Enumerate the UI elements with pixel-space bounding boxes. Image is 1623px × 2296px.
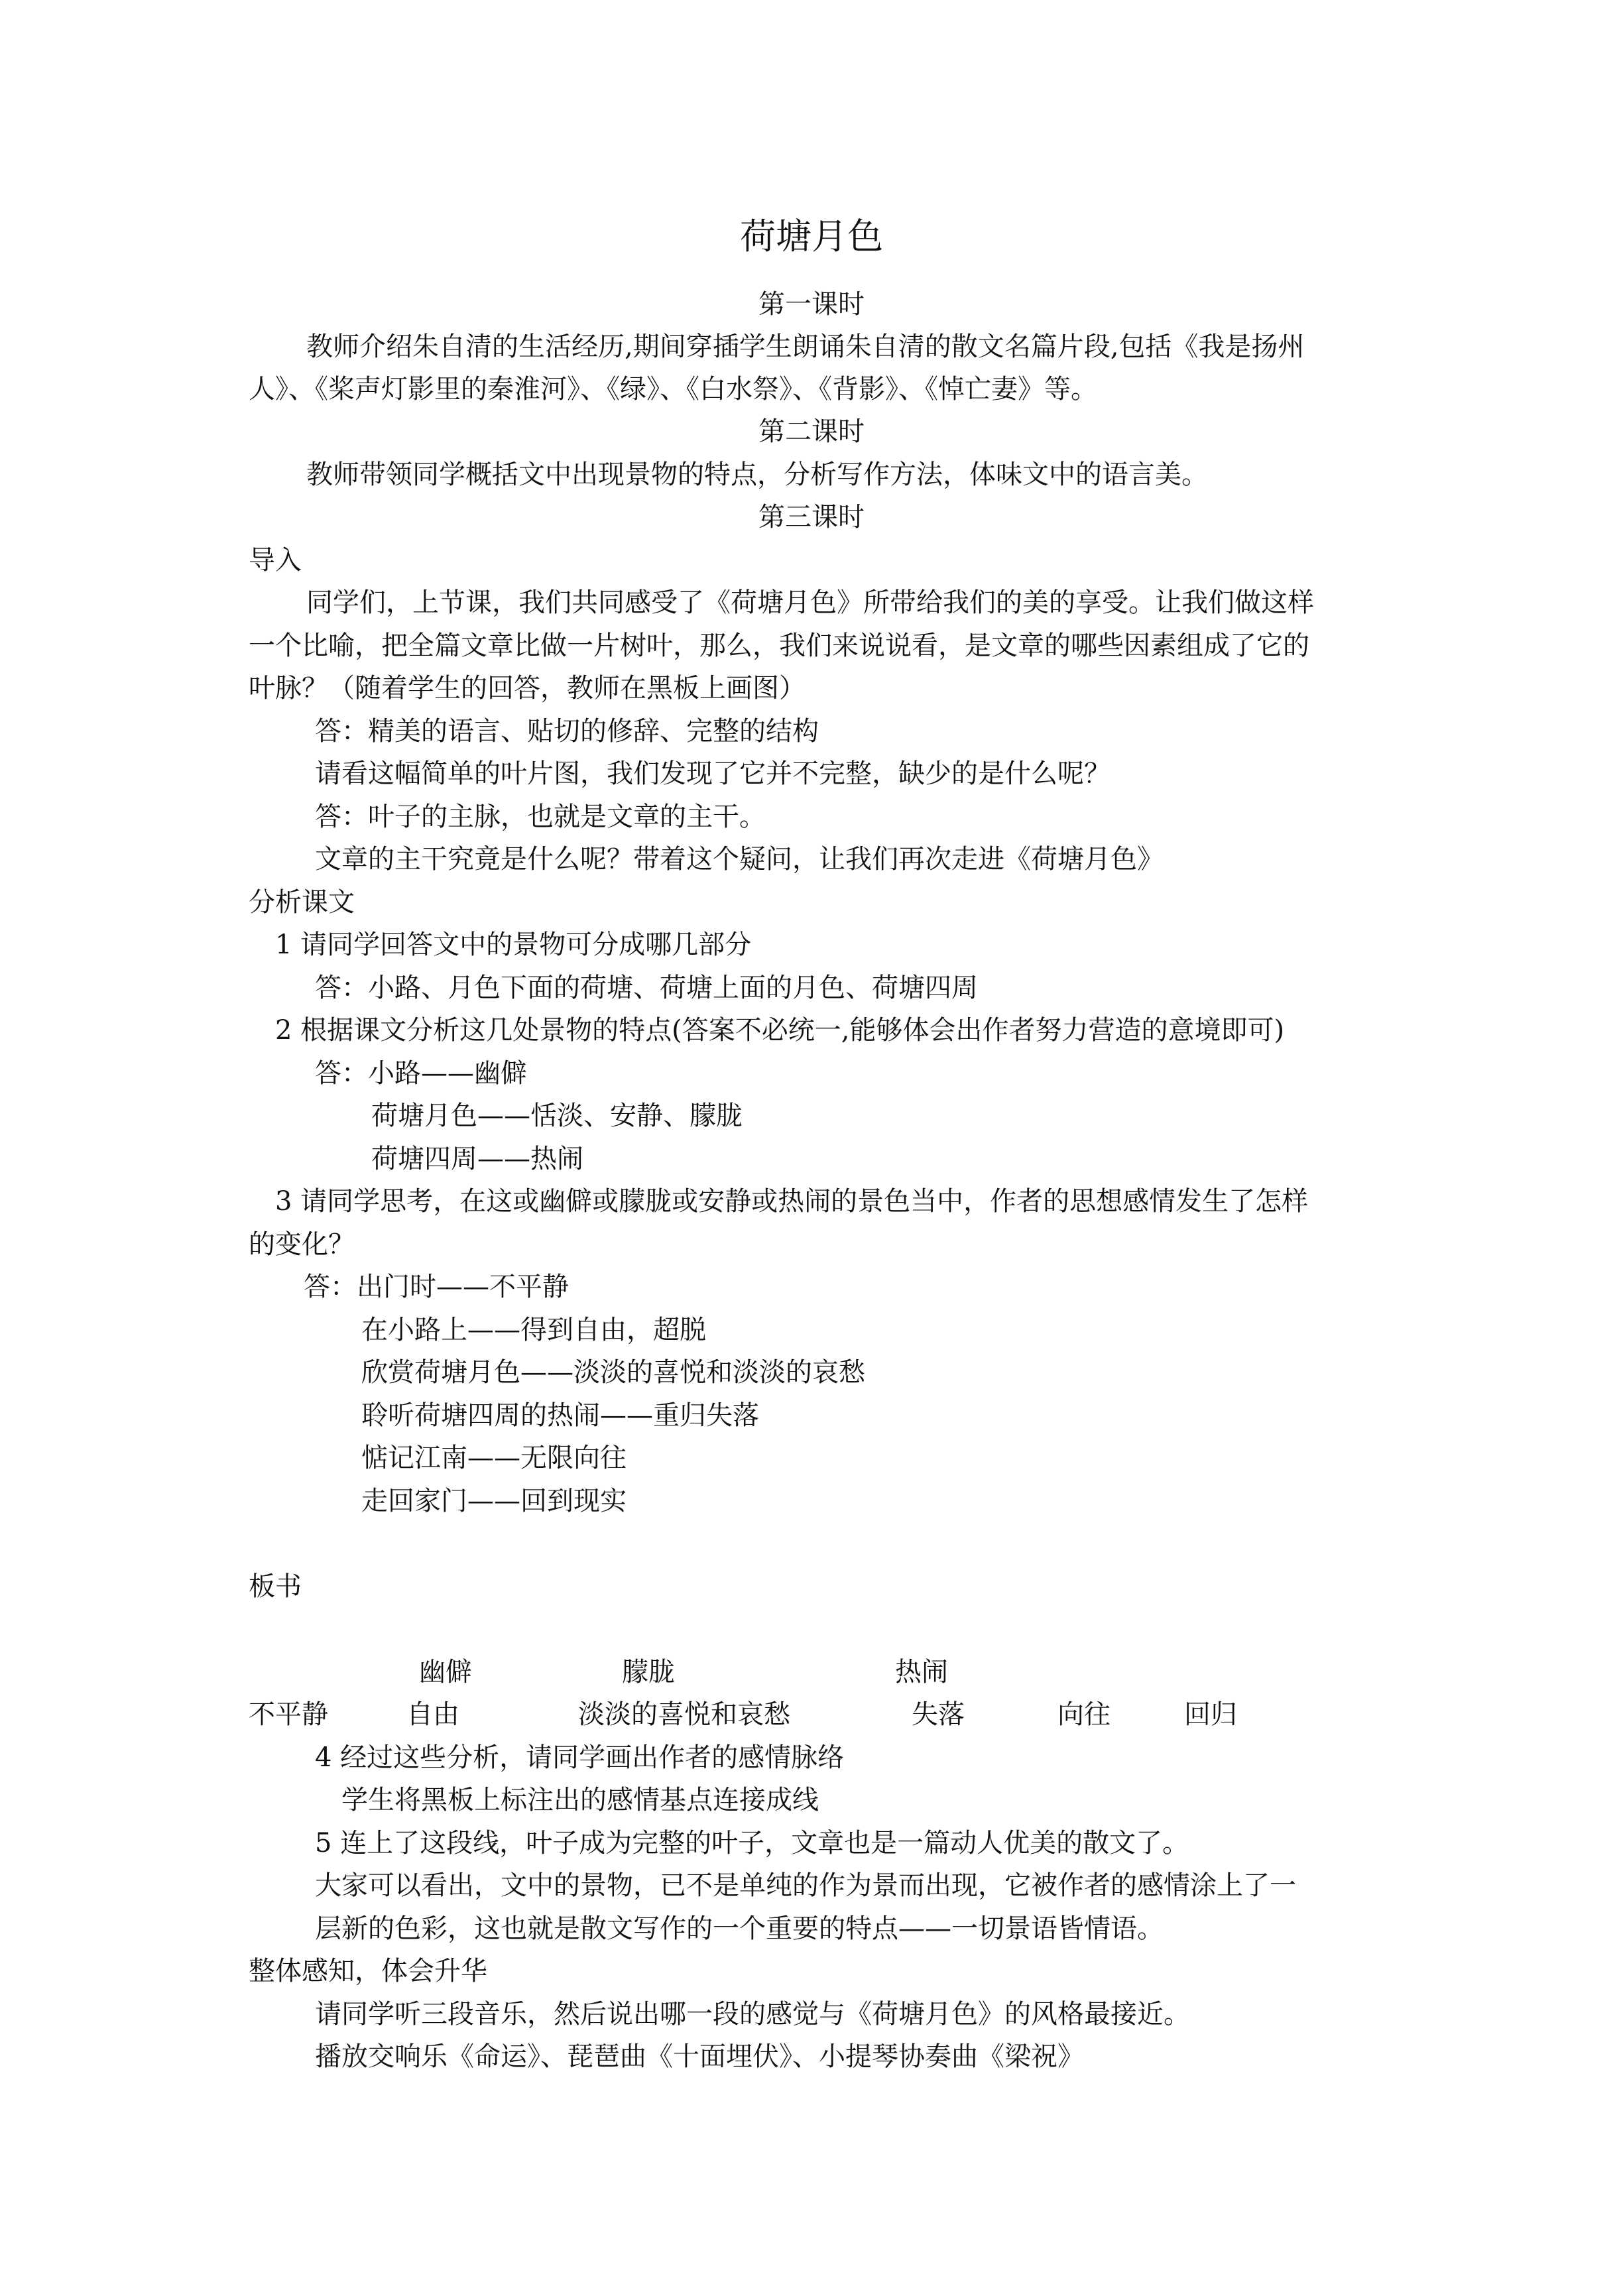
board-question5: 5 连上了这段线，叶子成为完整的叶子，文章也是一篇动人优美的散文了。 [315,1828,1189,1858]
lesson1-paragraph-line2: 人》、《桨声灯影里的秦淮河》、《绿》、《白水祭》、《背影》、《悼亡妻》等。 [249,374,1097,404]
board-row2-item: 回归 [1184,1699,1237,1730]
board-row1-item: 朦胧 [622,1657,675,1687]
page-title: 荷塘月色 [740,215,883,257]
analysis-answer3-line4: 聆听荷塘四周的热闹——重归失落 [361,1400,759,1431]
lesson2-heading: 第二课时 [758,416,865,447]
analysis-label: 分析课文 [249,887,355,918]
analysis-question2: 2 根据课文分析这几处景物的特点(答案不必统一,能够体会出作者努力营造的意境即可) [275,1015,1285,1046]
intro-answer1: 答：精美的语言、贴切的修辞、完整的结构 [315,716,819,747]
board-label: 板书 [249,1571,302,1602]
analysis-answer3-line5: 惦记江南——无限向往 [361,1443,627,1473]
board-row2-item: 淡淡的喜悦和哀愁 [578,1699,790,1730]
board-row2-item: 向往 [1057,1699,1111,1730]
analysis-question1: 1 请同学回答文中的景物可分成哪几部分 [275,930,752,960]
analysis-answer2-line2: 荷塘月色——恬淡、安静、朦胧 [371,1101,743,1131]
analysis-question3-line1: 3 请同学思考，在这或幽僻或朦胧或安静或热闹的景色当中，作者的思想感情发生了怎样 [275,1186,1309,1217]
board-row2-item: 自由 [406,1699,459,1730]
intro-question3: 文章的主干究竟是什么呢？带着这个疑问，让我们再次走进《荷塘月色》 [315,844,1164,875]
lesson1-heading: 第一课时 [758,289,865,320]
analysis-answer3-line6: 走回家门——回到现实 [361,1486,627,1516]
analysis-answer3-line2: 在小路上——得到自由，超脱 [361,1315,706,1345]
intro-answer2: 答：叶子的主脉，也就是文章的主干。 [315,802,766,832]
board-row1-item: 热闹 [895,1657,948,1687]
intro-paragraph-line3: 叶脉？（随着学生的回答，教师在黑板上画图） [249,673,806,703]
intro-question2: 请看这幅简单的叶片图，我们发现了它并不完整，缺少的是什么呢？ [315,758,1111,789]
summary-paragraph-line1: 请同学听三段音乐，然后说出哪一段的感觉与《荷塘月色》的风格最接近。 [315,1999,1190,2029]
board-paragraph-line2: 层新的色彩，这也就是散文写作的一个重要的特点——一切景语皆情语。 [315,1913,1164,1944]
lesson3-heading: 第三课时 [758,502,865,532]
board-answer4: 学生将黑板上标注出的感情基点连接成线 [341,1785,819,1815]
board-paragraph-line1: 大家可以看出，文中的景物，已不是单纯的作为景而出现，它被作者的感情涂上了一 [315,1870,1296,1901]
intro-label: 导入 [249,545,302,575]
intro-paragraph-line1: 同学们，上节课，我们共同感受了《荷塘月色》所带给我们的美的享受。让我们做这样 [306,587,1314,618]
lesson2-paragraph: 教师带领同学概括文中出现景物的特点，分析写作方法，体味文中的语言美。 [306,459,1208,490]
analysis-answer1: 答：小路、月色下面的荷塘、荷塘上面的月色、荷塘四周 [315,973,978,1003]
board-row2-item: 失落 [912,1699,965,1730]
summary-label: 整体感知，体会升华 [249,1956,487,1986]
analysis-answer3-line3: 欣赏荷塘月色——淡淡的喜悦和淡淡的哀愁 [361,1357,865,1388]
board-row1-item: 幽僻 [419,1657,472,1687]
analysis-answer3-line1: 答：出门时——不平静 [304,1272,569,1302]
analysis-answer2-line1: 答：小路——幽僻 [315,1058,527,1089]
analysis-answer2-line3: 荷塘四周——热闹 [371,1144,583,1174]
intro-paragraph-line2: 一个比喻，把全篇文章比做一片树叶，那么，我们来说说看，是文章的哪些因素组成了它的 [249,631,1309,661]
board-question4: 4 经过这些分析，请同学画出作者的感情脉络 [315,1742,845,1773]
board-row2-item: 不平静 [249,1699,328,1730]
lesson1-paragraph-line1: 教师介绍朱自清的生活经历,期间穿插学生朗诵朱自清的散文名篇片段,包括《我是扬州 [306,332,1305,362]
analysis-question3-line2: 的变化？ [249,1229,355,1260]
summary-paragraph-line2: 播放交响乐《命运》、琵琶曲《十面埋伏》、小提琴协奏曲《梁祝》 [315,2041,1084,2072]
